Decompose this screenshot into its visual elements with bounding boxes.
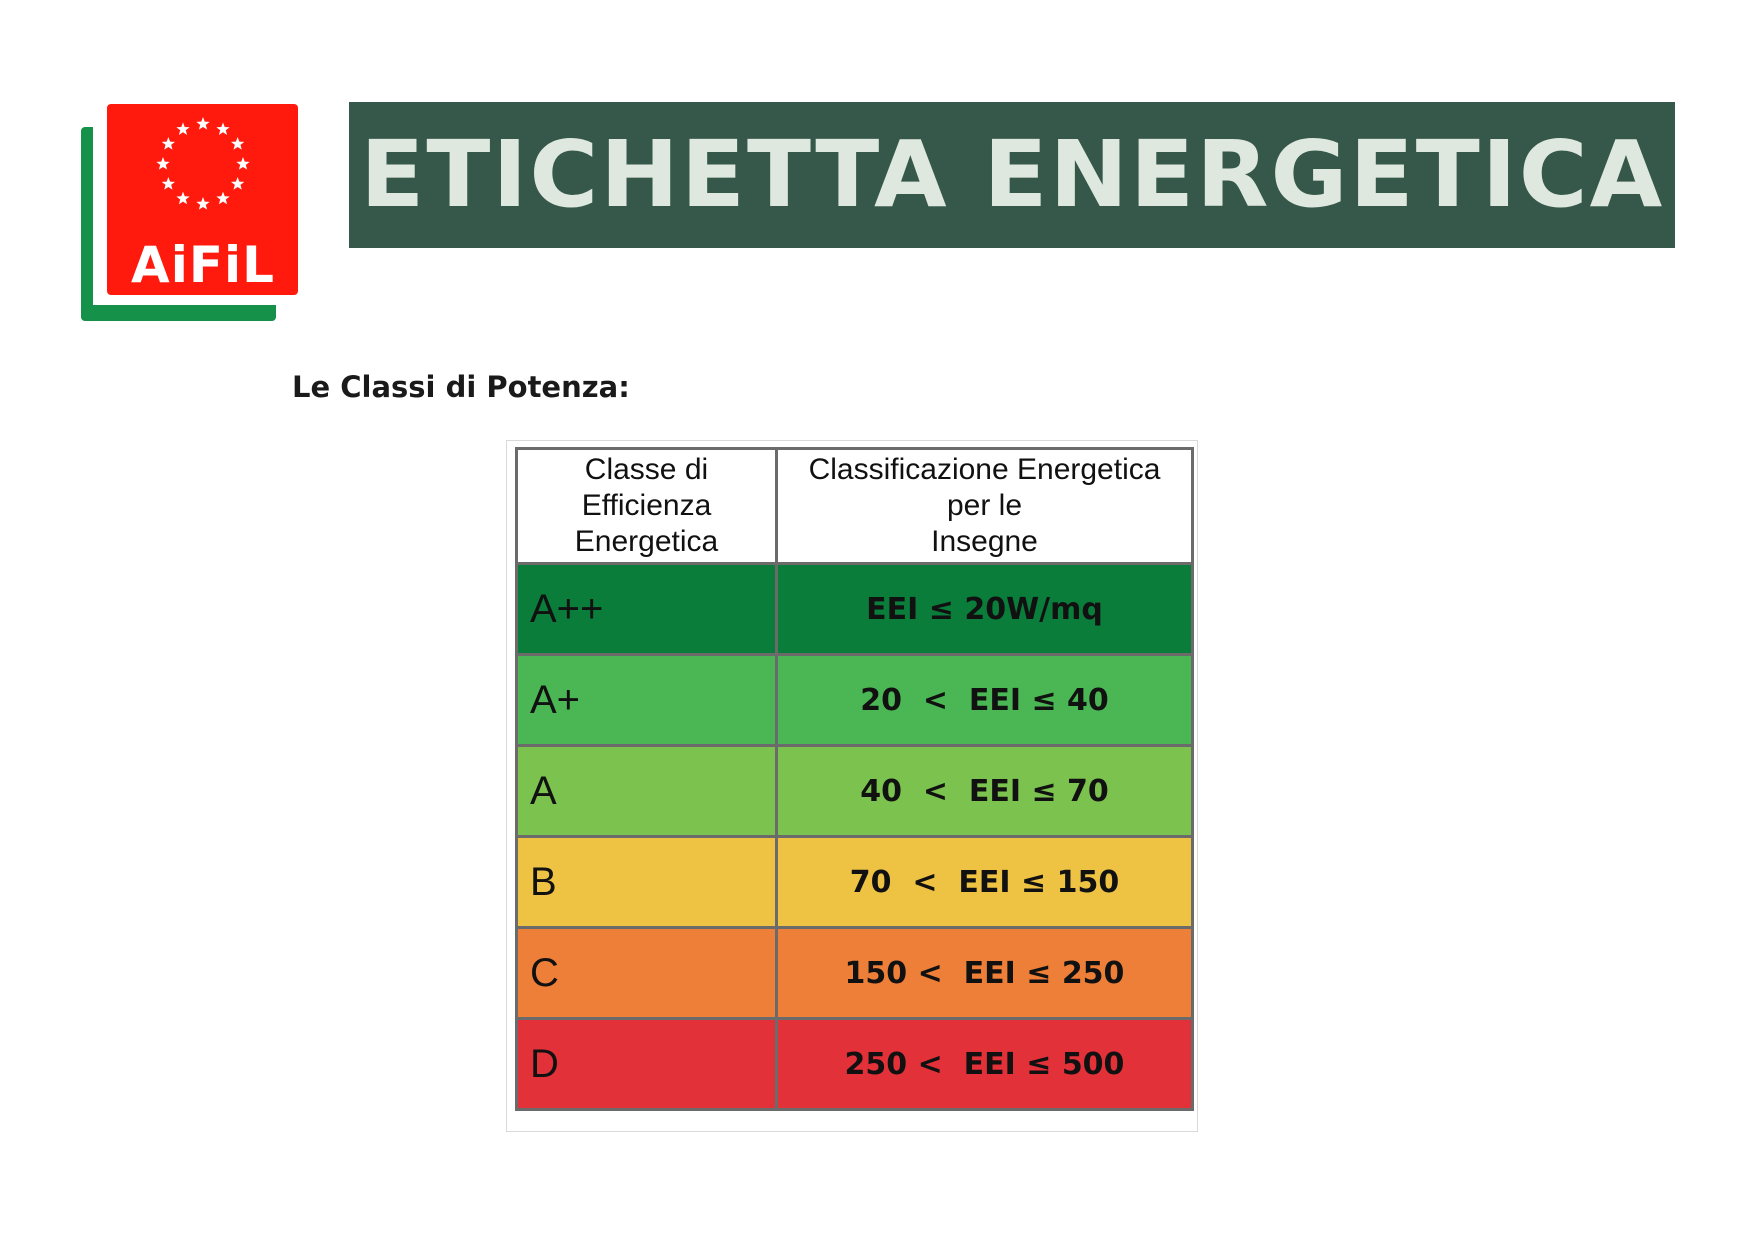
eei-range-cell: 150 < EEI ≤ 250 [777,928,1193,1019]
table-row [517,1019,1193,1110]
eei-range-cell: 250 < EEI ≤ 500 [777,1019,1193,1110]
eei-range-cell: 20 < EEI ≤ 40 [777,655,1193,746]
header-efficiency-class: Classe di Efficienza Energetica [517,449,777,564]
table-row [517,928,1193,1019]
energy-class-cell: A++ [517,564,777,655]
energy-class-table [515,447,1194,1111]
eei-range-cell: 40 < EEI ≤ 70 [777,746,1193,837]
table-row [517,837,1193,928]
table-row [517,746,1193,837]
eei-range-cell: EEI ≤ 20W/mq [777,564,1193,655]
header-energy-classification: Classificazione Energetica per le Insegne [777,449,1193,564]
logo-wordmark: AiFiL [131,236,275,294]
page-title: ETICHETTA ENERGETICA [359,121,1665,228]
eei-range-cell: 70 < EEI ≤ 150 [777,837,1193,928]
energy-class-cell: B [517,837,777,928]
energy-class-cell: C [517,928,777,1019]
energy-class-cell: A [517,746,777,837]
table-row [517,564,1193,655]
aifil-logo [81,102,299,322]
section-subtitle: Le Classi di Potenza: [292,370,630,404]
table-row [517,655,1193,746]
table-header-row [517,449,1193,564]
energy-class-cell: D [517,1019,777,1110]
energy-class-cell: A+ [517,655,777,746]
energy-class-table-frame [506,440,1198,1132]
title-banner [349,102,1675,248]
